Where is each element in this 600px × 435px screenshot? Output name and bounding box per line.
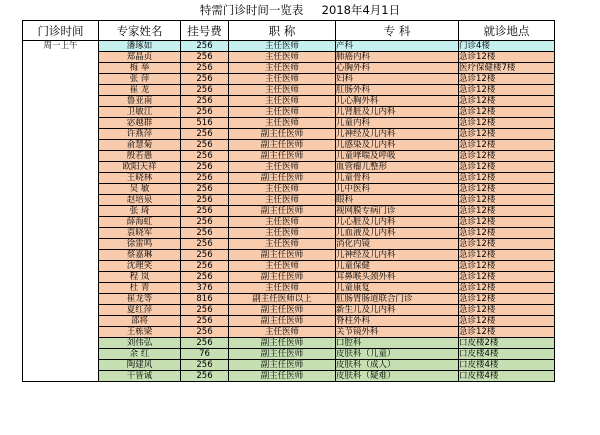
title-cell: 主任医师 <box>229 96 336 107</box>
location-cell: 门诊4楼 <box>459 41 555 52</box>
doctor-name-cell: 沈理笑 <box>99 261 181 272</box>
doctor-name-cell: 鲁亚南 <box>99 96 181 107</box>
location-cell: 急诊12楼 <box>459 129 555 140</box>
table-row <box>23 272 555 283</box>
header-location: 就诊地点 <box>459 21 555 41</box>
fee-cell: 256 <box>181 52 229 63</box>
title-cell: 副主任医师 <box>229 360 336 371</box>
title-cell: 主任医师 <box>229 217 336 228</box>
location-cell: 口皮楼4楼 <box>459 360 555 371</box>
location-cell: 急诊12楼 <box>459 173 555 184</box>
department-cell: 肛肠胃肠道联合门诊 <box>336 294 459 305</box>
fee-cell: 256 <box>181 206 229 217</box>
location-cell: 急诊12楼 <box>459 85 555 96</box>
header-fee: 挂号费 <box>181 21 229 41</box>
title-cell: 副主任医师 <box>229 272 336 283</box>
fee-cell: 256 <box>181 173 229 184</box>
table-row <box>23 118 555 129</box>
doctor-name-cell: 卫敏江 <box>99 107 181 118</box>
department-cell: 视网膜专病门诊 <box>336 206 459 217</box>
schedule-table <box>22 20 555 382</box>
location-cell: 口皮楼2楼 <box>459 338 555 349</box>
department-cell: 肛肠外科 <box>336 85 459 96</box>
fee-cell: 256 <box>181 228 229 239</box>
location-cell: 急诊12楼 <box>459 162 555 173</box>
department-cell: 儿童保健 <box>336 261 459 272</box>
department-cell: 儿血液及儿内科 <box>336 228 459 239</box>
table-row <box>23 316 555 327</box>
doctor-name-cell: 潘琢如 <box>99 41 181 52</box>
fee-cell: 256 <box>181 272 229 283</box>
title-cell: 副主任医师 <box>229 140 336 151</box>
table-row <box>23 360 555 371</box>
table-row <box>23 96 555 107</box>
doctor-name-cell: 许燕萍 <box>99 129 181 140</box>
department-cell: 皮肤科（儿童） <box>336 349 459 360</box>
title-cell: 副主任医师 <box>229 371 336 382</box>
title-cell: 副主任医师 <box>229 349 336 360</box>
fee-cell: 256 <box>181 195 229 206</box>
department-cell: 眼科 <box>336 195 459 206</box>
doctor-name-cell: 薛海虹 <box>99 217 181 228</box>
location-cell: 急诊12楼 <box>459 294 555 305</box>
fee-cell: 256 <box>181 96 229 107</box>
department-cell: 儿童内科 <box>336 118 459 129</box>
fee-cell: 256 <box>181 41 229 52</box>
table-row <box>23 151 555 162</box>
department-cell: 消化内镜 <box>336 239 459 250</box>
fee-cell: 256 <box>181 85 229 96</box>
location-cell: 急诊12楼 <box>459 272 555 283</box>
doctor-name-cell: 干皆诚 <box>99 371 181 382</box>
header-row <box>23 21 555 41</box>
table-row <box>23 85 555 96</box>
table-row <box>23 206 555 217</box>
department-cell: 儿童骨科 <box>336 173 459 184</box>
location-cell: 急诊12楼 <box>459 239 555 250</box>
doctor-name-cell: 程 岚 <box>99 272 181 283</box>
title-cell: 副主任医师 <box>229 305 336 316</box>
header-time: 门诊时间 <box>23 21 99 41</box>
doctor-name-cell: 余 红 <box>99 349 181 360</box>
location-cell: 医疗保健楼7楼 <box>459 63 555 74</box>
doctor-name-cell: 张 萍 <box>99 74 181 85</box>
header-title: 职 称 <box>229 21 336 41</box>
location-cell: 急诊12楼 <box>459 206 555 217</box>
fee-cell: 256 <box>181 140 229 151</box>
department-cell: 儿感染及儿内科 <box>336 140 459 151</box>
department-cell: 儿心脏及儿内科 <box>336 217 459 228</box>
fee-cell: 256 <box>181 162 229 173</box>
department-cell: 心胸外科 <box>336 63 459 74</box>
department-cell: 儿童康复 <box>336 283 459 294</box>
table-row <box>23 327 555 338</box>
location-cell: 急诊12楼 <box>459 305 555 316</box>
fee-cell: 256 <box>181 327 229 338</box>
table-row <box>23 261 555 272</box>
department-cell: 关节镜外科 <box>336 327 459 338</box>
sheet-title: 特需门诊时间一览表 2018年4月1日 <box>199 3 401 17</box>
table-row <box>23 305 555 316</box>
day-cell: 周一上午 <box>23 41 99 382</box>
doctor-name-cell: 宓越群 <box>99 118 181 129</box>
table-row <box>23 140 555 151</box>
doctor-name-cell: 王栋梁 <box>99 327 181 338</box>
location-cell: 急诊12楼 <box>459 118 555 129</box>
fee-cell: 256 <box>181 217 229 228</box>
fee-cell: 256 <box>181 151 229 162</box>
department-cell: 儿神经及儿内科 <box>336 129 459 140</box>
location-cell: 急诊12楼 <box>459 250 555 261</box>
table-row <box>23 129 555 140</box>
fee-cell: 256 <box>181 261 229 272</box>
fee-cell: 816 <box>181 294 229 305</box>
department-cell: 皮肤科（成人） <box>336 360 459 371</box>
title-cell: 副主任医师 <box>229 206 336 217</box>
doctor-name-cell: 徐雷鸣 <box>99 239 181 250</box>
title-cell: 主任医师 <box>229 162 336 173</box>
doctor-name-cell: 崔龙等 <box>99 294 181 305</box>
table-row <box>23 52 555 63</box>
title-cell: 副主任医师以上 <box>229 294 336 305</box>
title-cell: 主任医师 <box>229 41 336 52</box>
fee-cell: 76 <box>181 349 229 360</box>
location-cell: 急诊12楼 <box>459 283 555 294</box>
location-cell: 急诊12楼 <box>459 140 555 151</box>
doctor-name-cell: 吴 敏 <box>99 184 181 195</box>
title-cell: 主任医师 <box>229 184 336 195</box>
table-row <box>23 217 555 228</box>
location-cell: 急诊12楼 <box>459 261 555 272</box>
department-cell: 儿肾脏及儿内科 <box>336 107 459 118</box>
department-cell: 肺癌内科 <box>336 52 459 63</box>
location-cell: 急诊12楼 <box>459 74 555 85</box>
table-row <box>23 184 555 195</box>
location-cell: 急诊12楼 <box>459 217 555 228</box>
doctor-name-cell: 王晓林 <box>99 173 181 184</box>
title-cell: 主任医师 <box>229 85 336 96</box>
doctor-name-cell: 崔 龙 <box>99 85 181 96</box>
doctor-name-cell: 俞慧菊 <box>99 140 181 151</box>
title-cell: 主任医师 <box>229 228 336 239</box>
header-name: 专家姓名 <box>99 21 181 41</box>
title-cell: 主任医师 <box>229 107 336 118</box>
doctor-name-cell: 刘伟弘 <box>99 338 181 349</box>
title-cell: 副主任医师 <box>229 173 336 184</box>
doctor-name-cell: 杜 青 <box>99 283 181 294</box>
table-row <box>23 74 555 85</box>
title-cell: 副主任医师 <box>229 250 336 261</box>
department-cell: 儿神经及儿内科 <box>336 250 459 261</box>
table-row <box>23 228 555 239</box>
location-cell: 急诊12楼 <box>459 151 555 162</box>
fee-cell: 256 <box>181 184 229 195</box>
location-cell: 口皮楼4楼 <box>459 349 555 360</box>
table-row <box>23 294 555 305</box>
doctor-name-cell: 郑晶贞 <box>99 52 181 63</box>
department-cell: 儿童哮喘及呼吸 <box>336 151 459 162</box>
department-cell: 产科 <box>336 41 459 52</box>
header-dept: 专 科 <box>336 21 459 41</box>
schedule-body <box>23 41 555 382</box>
location-cell: 急诊12楼 <box>459 52 555 63</box>
table-row <box>23 371 555 382</box>
department-cell: 妇科 <box>336 74 459 85</box>
doctor-name-cell: 殷若愚 <box>99 151 181 162</box>
fee-cell: 256 <box>181 371 229 382</box>
department-cell: 口腔科 <box>336 338 459 349</box>
table-row <box>23 173 555 184</box>
title-cell: 主任医师 <box>229 261 336 272</box>
title-cell: 主任医师 <box>229 327 336 338</box>
location-cell: 急诊12楼 <box>459 195 555 206</box>
title-cell: 主任医师 <box>229 283 336 294</box>
fee-cell: 256 <box>181 239 229 250</box>
fee-cell: 256 <box>181 360 229 371</box>
department-cell: 血管瘤儿整形 <box>336 162 459 173</box>
fee-cell: 256 <box>181 305 229 316</box>
doctor-name-cell: 梅 举 <box>99 63 181 74</box>
doctor-name-cell: 夏红萍 <box>99 305 181 316</box>
department-cell: 儿心胸外科 <box>336 96 459 107</box>
location-cell: 急诊12楼 <box>459 184 555 195</box>
title-cell: 副主任医师 <box>229 316 336 327</box>
location-cell: 口皮楼4楼 <box>459 371 555 382</box>
title-cell: 副主任医师 <box>229 151 336 162</box>
fee-cell: 376 <box>181 283 229 294</box>
table-row <box>23 283 555 294</box>
fee-cell: 256 <box>181 250 229 261</box>
doctor-name-cell: 张 琦 <box>99 206 181 217</box>
location-cell: 急诊12楼 <box>459 96 555 107</box>
title-cell: 副主任医师 <box>229 129 336 140</box>
department-cell: 耳鼻喉头颈外科 <box>336 272 459 283</box>
fee-cell: 256 <box>181 316 229 327</box>
title-cell: 主任医师 <box>229 52 336 63</box>
table-row <box>23 349 555 360</box>
location-cell: 急诊12楼 <box>459 107 555 118</box>
table-row <box>23 41 555 52</box>
fee-cell: 256 <box>181 129 229 140</box>
location-cell: 急诊12楼 <box>459 327 555 338</box>
table-row <box>23 239 555 250</box>
doctor-name-cell: 蔡嘉琳 <box>99 250 181 261</box>
title-cell: 主任医师 <box>229 63 336 74</box>
fee-cell: 516 <box>181 118 229 129</box>
fee-cell: 256 <box>181 74 229 85</box>
doctor-name-cell: 袁晓军 <box>99 228 181 239</box>
title-cell: 主任医师 <box>229 239 336 250</box>
location-cell: 急诊12楼 <box>459 316 555 327</box>
department-cell: 脊柱外科 <box>336 316 459 327</box>
fee-cell: 256 <box>181 63 229 74</box>
table-row <box>23 338 555 349</box>
department-cell: 新生儿及儿内科 <box>336 305 459 316</box>
doctor-name-cell: 赵培泉 <box>99 195 181 206</box>
title-cell: 主任医师 <box>229 74 336 85</box>
location-cell: 急诊12楼 <box>459 228 555 239</box>
doctor-name-cell: 陶建风 <box>99 360 181 371</box>
doctor-name-cell: 邵将 <box>99 316 181 327</box>
fee-cell: 256 <box>181 338 229 349</box>
fee-cell: 256 <box>181 107 229 118</box>
table-row <box>23 162 555 173</box>
department-cell: 皮肤科（疑难） <box>336 371 459 382</box>
table-row <box>23 195 555 206</box>
table-row <box>23 107 555 118</box>
doctor-name-cell: 欧阳天祥 <box>99 162 181 173</box>
department-cell: 儿中医科 <box>336 184 459 195</box>
title-cell: 副主任医师 <box>229 338 336 349</box>
title-cell: 主任医师 <box>229 195 336 206</box>
title-cell: 主任医师 <box>229 118 336 129</box>
table-row <box>23 63 555 74</box>
table-row <box>23 250 555 261</box>
